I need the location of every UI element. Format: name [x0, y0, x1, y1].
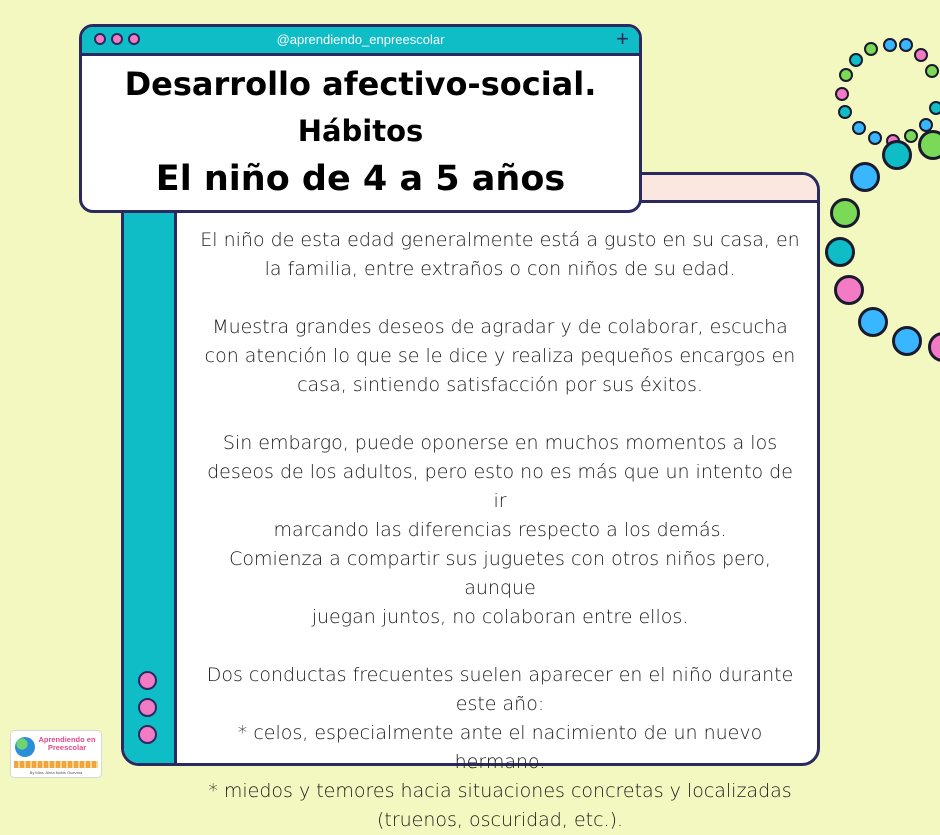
- sidebar-dot-icon: [138, 725, 157, 744]
- text-line: * celos, especialmente ante el nacimiento de un nuevo hermano.: [237, 722, 763, 773]
- text-line: Muestra grandes deseos de agradar y de colaborar, escucha: [212, 316, 788, 338]
- page-subtitle: Hábitos: [297, 114, 424, 148]
- page-title: Desarrollo afectivo-social.: [124, 65, 597, 103]
- logo-brand-text: Aprendiendo en Preescolar: [38, 735, 96, 752]
- paragraph-3: [200, 429, 800, 632]
- text-line: la familia, entre extraños o con niños de su edad.: [264, 258, 736, 280]
- social-handle: @aprendiendo_enpreescolar: [276, 32, 445, 47]
- sidebar-dot-icon: [138, 671, 157, 690]
- text-line: Dos conductas frecuentes suelen aparecer en el niño durante: [206, 664, 794, 686]
- brand-logo: [10, 730, 102, 778]
- body-text: [200, 226, 800, 835]
- text-line: Sin embargo, puede oponerse en muchos momentos a los: [222, 432, 778, 454]
- text-line: con atención lo que se le dice y realiza pequeños encargos en: [204, 345, 796, 367]
- text-line: (truenos, oscuridad, etc.).: [376, 809, 624, 831]
- text-line: marcando las diferencias respecto a los demás.: [273, 519, 727, 541]
- paragraph-2: [200, 313, 800, 400]
- text-line: deseos de los adultos, pero esto no es más que un intento de ir: [207, 461, 793, 512]
- content-sidebar: [124, 175, 177, 763]
- paragraph-4: [200, 661, 800, 835]
- text-line: casa, sintiendo satisfacción por sus éxitos.: [297, 374, 703, 396]
- title-window: [79, 24, 642, 213]
- text-line: este año:: [455, 693, 545, 715]
- paragraph-1: [200, 226, 800, 284]
- text-line: El niño de esta edad generalmente está a gusto en su casa, en: [200, 229, 800, 251]
- logo-credit: By Mtra. Alma Nahis Guevara: [29, 770, 83, 775]
- ruler-icon: [14, 761, 98, 768]
- text-line: * miedos y temores hacia situaciones concretas y localizadas: [208, 780, 792, 802]
- plus-icon: +: [616, 26, 629, 51]
- text-line: juegan juntos, no colaboran entre ellos.: [311, 606, 689, 628]
- sidebar-dot-icon: [138, 698, 157, 717]
- globe-icon: [15, 737, 35, 757]
- text-line: Comienza a compartir sus juguetes con otros niños pero, aunque: [229, 548, 771, 599]
- title-window-bar: [82, 27, 639, 56]
- page-age-heading: El niño de 4 a 5 años: [155, 159, 566, 199]
